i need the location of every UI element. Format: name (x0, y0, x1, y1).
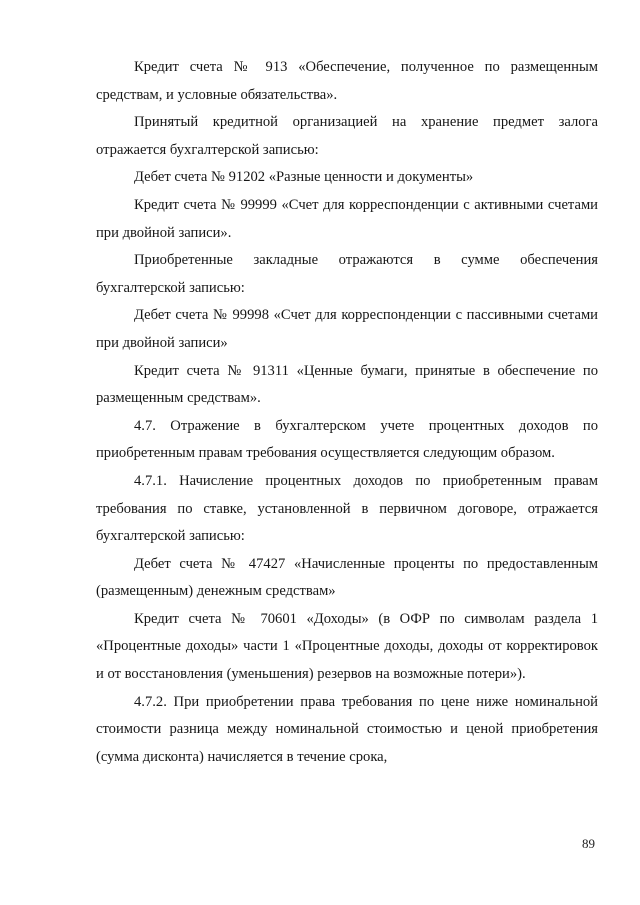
paragraph: Принятый кредитной организацией на хранение предмет залога отражается бухгалтерской записью: (96, 114, 598, 158)
paragraph: 4.7. Отражение в бухгалтерском учете процентных доходов по приобретенным правам требования осуществляется следующим образом. (96, 417, 598, 462)
paragraph: Кредит счета № 70601 «Доходы» (в ОФР по символам раздела 1 «Процентные доходы» части 1 «Процентные доходы, доходы от корректировок и от восстановления (уменьшения) резервов на возможные потери»). (96, 610, 598, 683)
paragraph: Дебет счета № 99998 «Счет для корреспонденции с пассивными счетами при двойной записи» (96, 307, 598, 351)
document-body (96, 54, 598, 771)
page-number: 89 (582, 836, 595, 851)
paragraph: 4.7.2. При приобретении права требования по цене ниже номинальной стоимости разница между номинальной стоимостью и ценой приобретения (сумма дисконта) начисляется в течение срока, (96, 693, 598, 765)
paragraph: Дебет счета № 47427 «Начисленные проценты по предоставленным (размещенным) денежным средствам» (96, 555, 598, 600)
paragraph: Кредит счета № 91311 «Ценные бумаги, принятые в обеспечение по размещенным средствам». (96, 362, 598, 407)
paragraph: Приобретенные закладные отражаются в сумме обеспечения бухгалтерской записью: (96, 252, 598, 296)
paragraph: Кредит счета № 99999 «Счет для корреспонденции с активными счетами при двойной записи». (96, 196, 598, 241)
paragraph: 4.7.1. Начисление процентных доходов по приобретенным правам требования по ставке, установленной в первичном договоре, отражается бухгалтерской записью: (96, 472, 598, 545)
paragraph: Дебет счета № 91202 «Разные ценности и документы» (134, 169, 474, 186)
paragraph: Кредит счета № 913 «Обеспечение, полученное по размещенным средствам, и условные обязательства». (96, 59, 598, 103)
